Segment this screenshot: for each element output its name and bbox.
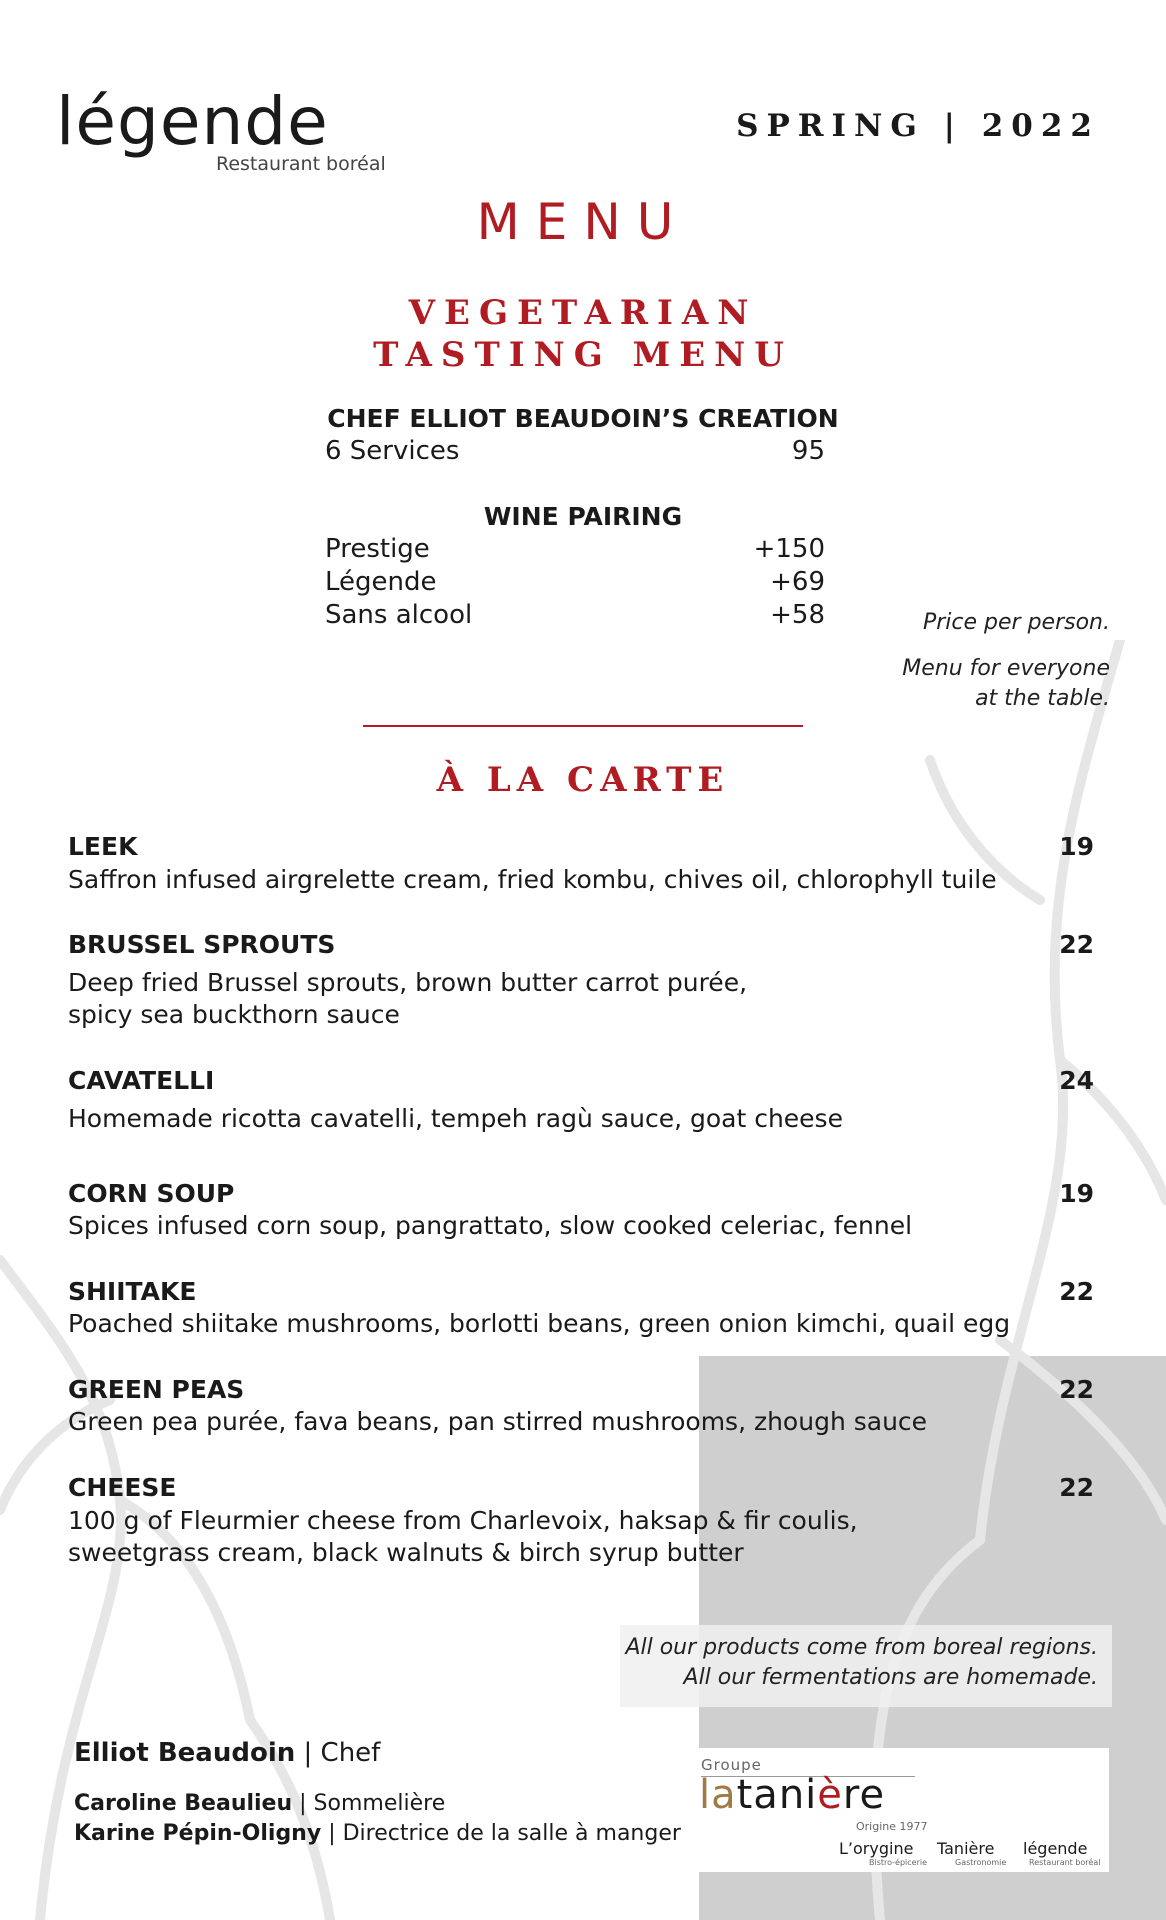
brand-taniere-logo: Tanière bbox=[937, 1839, 995, 1858]
group-label: Groupe bbox=[701, 1756, 762, 1774]
sources-note-line1: All our products come from boreal regions. bbox=[625, 1635, 1098, 1660]
tasting-title-line1: VEGETARIAN bbox=[408, 293, 758, 333]
menu-title: MENU bbox=[476, 193, 690, 251]
groupe-la-taniere-logo bbox=[699, 1748, 1109, 1872]
dish-name: LEEK bbox=[68, 832, 138, 861]
group-name-part2: tani bbox=[736, 1772, 818, 1818]
services-row bbox=[325, 435, 825, 467]
logo-wordmark bbox=[56, 82, 329, 162]
dish-price: 22 bbox=[1059, 930, 1094, 959]
tasting-title-line2: TASTING MENU bbox=[373, 335, 793, 375]
brand-legende-logo: légende bbox=[1023, 1839, 1088, 1858]
sommeliere-name: Caroline Beaulieu bbox=[74, 1791, 293, 1816]
dish-description: 100 g of Fleurmier cheese from Charlevoix, haksap & fir coulis, bbox=[68, 1506, 858, 1535]
wine-price: +58 bbox=[770, 600, 825, 630]
table-note bbox=[902, 654, 1110, 714]
staff-chef bbox=[74, 1736, 380, 1770]
group-name-part1: la bbox=[699, 1772, 737, 1818]
sources-note-box bbox=[620, 1625, 1112, 1707]
sources-note-line2: All our fermentations are homemade. bbox=[683, 1665, 1098, 1690]
dish-description: Saffron infused airgrelette cream, fried kombu, chives oil, chlorophyll tuile bbox=[68, 865, 997, 894]
tasting-menu-title bbox=[0, 292, 1166, 376]
dish-description: Green pea purée, fava beans, pan stirred mushrooms, zhough sauce bbox=[68, 1407, 928, 1436]
wine-price: +69 bbox=[770, 567, 825, 597]
a-la-carte-title: À LA CARTE bbox=[436, 760, 730, 800]
chef-role: | Chef bbox=[303, 1738, 381, 1768]
chef-creation-heading: CHEF ELLIOT BEAUDOIN’S CREATION bbox=[327, 404, 839, 433]
directrice-name: Karine Pépin-Oligny bbox=[74, 1821, 322, 1846]
services-price: 95 bbox=[791, 436, 825, 466]
dish-description: Spices infused corn soup, pangrattato, slow cooked celeriac, fennel bbox=[68, 1211, 913, 1240]
wine-row bbox=[325, 533, 825, 565]
dish-description: Homemade ricotta cavatelli, tempeh ragù sauce, goat cheese bbox=[68, 1104, 843, 1133]
group-name-part3: re bbox=[842, 1772, 886, 1818]
dish-name: BRUSSEL SPROUTS bbox=[68, 930, 336, 959]
sommeliere-role: | Sommelière bbox=[299, 1791, 446, 1816]
price-note: Price per person. bbox=[923, 610, 1110, 635]
dish-description-line2: spicy sea buckthorn sauce bbox=[68, 1000, 400, 1029]
wine-row bbox=[325, 566, 825, 598]
brand-legende-sub: Restaurant boréal bbox=[1029, 1858, 1101, 1867]
group-name-accent: è bbox=[817, 1772, 843, 1818]
wine-row bbox=[325, 599, 825, 631]
wine-pairing-heading: WINE PAIRING bbox=[483, 502, 683, 531]
dish-price: 19 bbox=[1059, 1179, 1094, 1208]
wine-label: Sans alcool bbox=[325, 600, 473, 630]
staff-sommeliere bbox=[74, 1789, 445, 1819]
staff-directrice bbox=[74, 1819, 681, 1849]
logo-subtitle: Restaurant boréal bbox=[216, 153, 386, 175]
wine-label: Prestige bbox=[325, 534, 430, 564]
brand-taniere-sub: Gastronomie bbox=[955, 1858, 1007, 1867]
legende-logo bbox=[56, 82, 386, 182]
dish-description: Deep fried Brussel sprouts, brown butter carrot purée, bbox=[68, 968, 748, 997]
dish-description: Poached shiitake mushrooms, borlotti beans, green onion kimchi, quail egg bbox=[68, 1309, 1011, 1338]
dish-price: 22 bbox=[1059, 1473, 1094, 1502]
dish-name: CORN SOUP bbox=[68, 1179, 235, 1208]
section-divider bbox=[363, 725, 803, 727]
sources-note bbox=[625, 1633, 1098, 1693]
brand-lorygine-logo: L’orygine bbox=[839, 1839, 914, 1858]
directrice-role: | Directrice de la salle à manger bbox=[328, 1821, 681, 1846]
group-origin: Origine 1977 bbox=[856, 1820, 928, 1833]
services-label: 6 Services bbox=[325, 436, 460, 466]
dish-price: 22 bbox=[1059, 1277, 1094, 1306]
chef-name: Elliot Beaudoin bbox=[74, 1738, 296, 1768]
dish-name: SHIITAKE bbox=[68, 1277, 197, 1306]
wine-label: Légende bbox=[325, 567, 437, 597]
group-name bbox=[699, 1772, 885, 1818]
dish-price: 22 bbox=[1059, 1375, 1094, 1404]
dish-description-line2: sweetgrass cream, black walnuts & birch syrup butter bbox=[68, 1538, 744, 1567]
dish-name: CAVATELLI bbox=[68, 1066, 215, 1095]
dish-name: GREEN PEAS bbox=[68, 1375, 245, 1404]
table-note-line1: Menu for everyone bbox=[902, 656, 1110, 681]
season-label: SPRING | 2022 bbox=[736, 108, 1100, 144]
brand-lorygine-sub: Bistro-épicerie bbox=[869, 1858, 928, 1867]
dish-price: 19 bbox=[1059, 832, 1094, 861]
wine-price: +150 bbox=[753, 534, 825, 564]
dish-name: CHEESE bbox=[68, 1473, 177, 1502]
logo-wordmark-text: légende bbox=[56, 83, 329, 160]
table-note-line2: at the table. bbox=[975, 686, 1110, 711]
dish-price: 24 bbox=[1059, 1066, 1094, 1095]
